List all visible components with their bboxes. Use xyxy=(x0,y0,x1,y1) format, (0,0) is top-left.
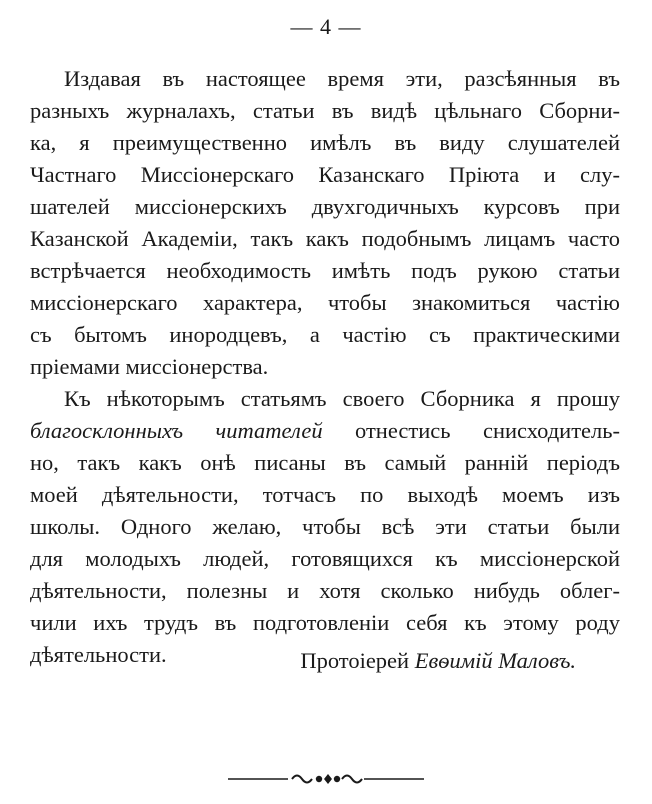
text-line: встрѣчается необходимость имѣть подъ рукою статьи xyxy=(30,258,620,283)
text-line: Издавая въ настоящее время эти, разсѣянныя въ xyxy=(64,66,620,91)
text-line: пріемами миссіонерства. xyxy=(30,354,269,379)
typographic-ornament-icon xyxy=(226,770,426,788)
text-line: чили ихъ трудъ въ подготовленіи себя къ этому роду xyxy=(30,610,620,635)
text-line: школы. Одного желаю, чтобы всѣ эти статьи были xyxy=(30,514,620,539)
text-line: дѣятельности, полезны и хотя сколько нибудь облег- xyxy=(30,578,620,603)
ornament-graphic xyxy=(226,770,426,788)
text-line: Къ нѣкоторымъ статьямъ своего Сборника я прошу xyxy=(64,386,620,411)
text-line: дѣятельности. xyxy=(30,642,167,667)
text-line: разныхъ журналахъ, статьи въ видѣ цѣльнаго Сборни- xyxy=(30,98,620,123)
page-number: — 4 — xyxy=(290,14,362,39)
text-line: моей дѣятельности, тотчасъ по выходѣ моемъ изъ xyxy=(30,482,620,507)
text-line xyxy=(30,416,620,446)
text-span: отнестись снисходитель- xyxy=(322,418,620,443)
italic-phrase: благосклонныхъ читателей xyxy=(30,418,323,443)
text-line: шателей миссіонерскихъ двухгодичныхъ курсовъ при xyxy=(30,194,620,219)
signature xyxy=(0,646,576,676)
text-line: но, такъ какъ онѣ писаны въ самый ранній періодъ xyxy=(30,450,620,475)
text-line: для молодыхъ людей, готовящихся къ миссіонерской xyxy=(30,546,620,571)
signature-title: Протоіерей xyxy=(300,648,410,673)
text-line: ка, я преимущественно имѣлъ въ виду слушателей xyxy=(30,130,620,155)
text-line: Частнаго Миссіонерскаго Казанскаго Пріюта и слу- xyxy=(30,162,620,187)
text-line: Казанской Академіи, такъ какъ подобнымъ лицамъ часто xyxy=(30,226,620,251)
signature-name: Евѳимій Маловъ. xyxy=(414,648,576,673)
text-line: миссіонерскаго характера, чтобы знакомиться частію xyxy=(30,290,620,315)
text-line: съ бытомъ инородцевъ, а частію съ практическими xyxy=(30,322,620,347)
